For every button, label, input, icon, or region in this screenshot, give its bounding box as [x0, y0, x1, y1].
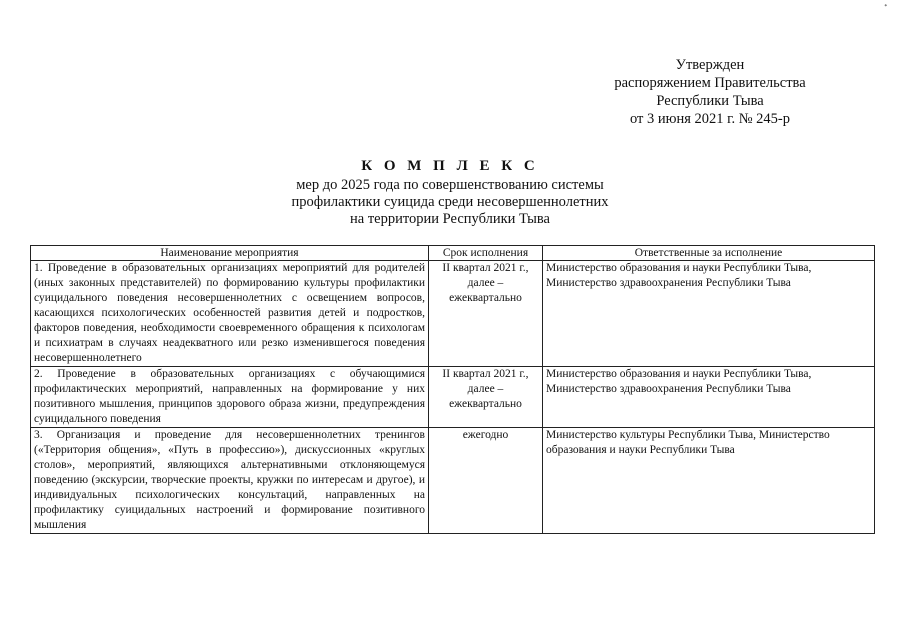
measure-name: 2. Проведение в образовательных организациях с обучающимися профилактических мероприятий, направленных на формирование у них позитивного мышления, принципов здорового образа жизни, предупреждения суицидального поведения — [31, 367, 429, 428]
measure-responsible: Министерство образования и науки Республики Тыва, Министерство здравоохранения Республики Тыва — [543, 261, 875, 367]
header-name: Наименование мероприятия — [31, 246, 429, 261]
table-row — [31, 261, 875, 367]
scan-corner-mark: ᐩ — [884, 2, 888, 12]
header-responsible: Ответственные за исполнение — [543, 246, 875, 261]
measure-responsible: Министерство образования и науки Республики Тыва, Министерство здравоохранения Республики Тыва — [543, 367, 875, 428]
table-row — [31, 428, 875, 534]
measure-name: 3. Организация и проведение для несовершеннолетних тренингов («Территория общения», «Путь в профессию»), дискуссионных «круглых столов», мероприятий, являющихся альтернативными отклоняющемуся поведению (экскурсии, творческие проекты, кружки по интересам и другое), и индивидуальных психологических консультаций, направленных на профилактику суицидальных настроений и формирование позитивного мышления — [31, 428, 429, 534]
title-line-1: мер до 2025 года по совершенствованию системы — [296, 177, 604, 193]
measure-term: II квартал 2021 г., далее – ежеквартально — [429, 367, 543, 428]
title-line-2: профилактики суицида среди несовершеннолетних — [291, 194, 609, 210]
measures-table — [30, 245, 875, 534]
table-row — [31, 367, 875, 428]
table-header-row — [31, 246, 875, 261]
approval-line-3: Республики Тыва — [656, 93, 764, 109]
approval-line-2: распоряжением Правительства — [614, 75, 806, 91]
measure-name: 1. Проведение в образовательных организациях мероприятий для родителей (иных законных представителей) по формированию культуры профилактики суицидального поведения несовершеннолетних с освещением вопросов, касающихся психологических особенностей развития детей и подростков, факторов поведения, необходимости своевременного обращения к психологам и психиатрам в случаях неадекватного или резко изменившегося поведения несовершеннолетнего — [31, 261, 429, 367]
header-term: Срок исполнения — [429, 246, 543, 261]
title-line-3: на территории Республики Тыва — [350, 211, 550, 227]
approval-line-4: от 3 июня 2021 г. № 245-р — [629, 111, 791, 127]
measure-term: ежегодно — [429, 428, 543, 534]
measure-responsible: Министерство культуры Республики Тыва, Министерство образования и науки Республики Тыва — [543, 428, 875, 534]
document-title — [200, 158, 700, 228]
approval-line-1: Утвержден — [675, 57, 745, 73]
measure-term: II квартал 2021 г., далее – ежеквартально — [429, 261, 543, 367]
title-word: К О М П Л Е К С — [361, 158, 539, 174]
approval-stamp — [560, 56, 860, 128]
